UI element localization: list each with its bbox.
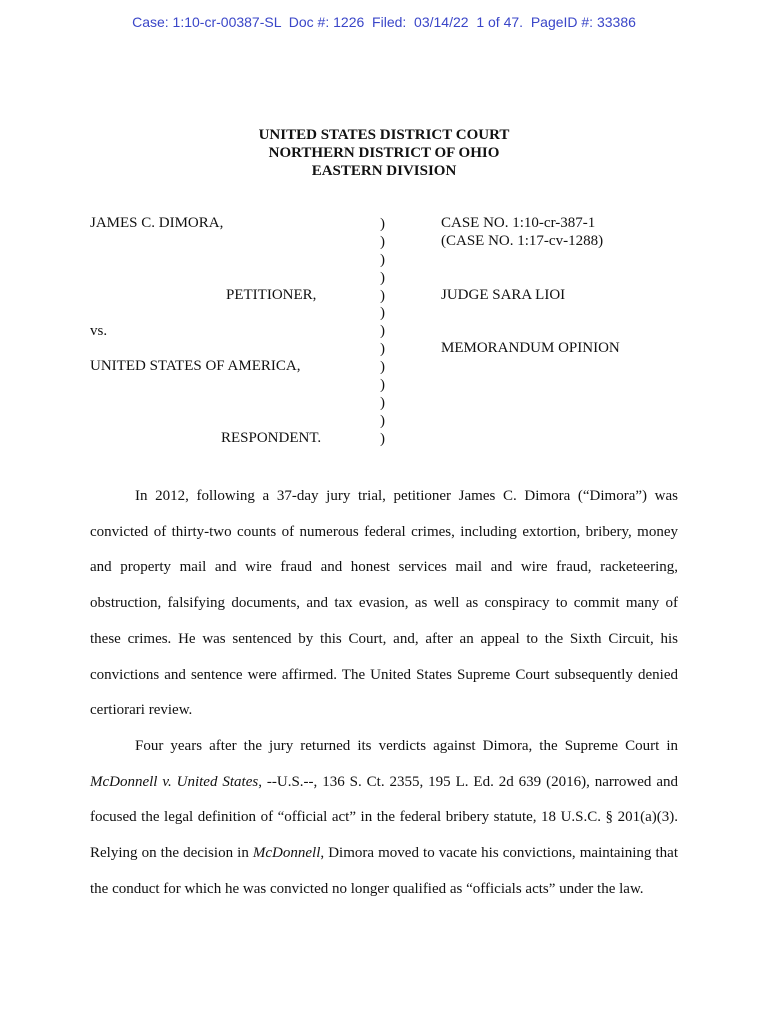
opinion-body — [90, 479, 678, 907]
caption-paren: ) — [380, 430, 385, 447]
document-type: MEMORANDUM OPINION — [441, 340, 620, 356]
respondent-role: RESPONDENT. — [221, 430, 322, 446]
caption-paren: ) — [380, 269, 385, 286]
caption-paren: ) — [380, 359, 385, 376]
case-citation: McDonnell v. United States — [90, 773, 259, 790]
caption-paren: ) — [380, 233, 385, 250]
caption-paren: ) — [380, 323, 385, 340]
caption-paren: ) — [380, 377, 385, 394]
caption-paren: ) — [380, 251, 385, 268]
court-title-line-1: UNITED STATES DISTRICT COURT — [258, 127, 510, 143]
paragraph-2 — [90, 729, 678, 908]
judge-name: JUDGE SARA LIOI — [441, 287, 566, 303]
caption-paren-column — [380, 215, 385, 448]
case-citation-short: McDonnell — [252, 845, 321, 862]
respondent-name: UNITED STATES OF AMERICA, — [90, 358, 301, 374]
petitioner-role: PETITIONER, — [226, 287, 317, 303]
caption-paren: ) — [380, 216, 385, 232]
petitioner-name: JAMES C. DIMORA, — [90, 215, 224, 231]
caption-paren: ) — [380, 394, 385, 411]
caption-paren: ) — [380, 412, 385, 429]
court-title — [0, 126, 768, 180]
case-number-civil: (CASE NO. 1:17-cv-1288) — [441, 233, 604, 249]
caption-paren: ) — [380, 305, 385, 322]
paragraph-2-text: , --U.S.--, 136 S. Ct. 2355, 195 L. Ed. 2d 639 (2016), narrowed and focused the legal definition of “official act” in the federal bribery statute, 18 U.S.C. § 201(a)(3). Relying on the decision in — [90, 773, 678, 862]
court-title-line-3: EASTERN DIVISION — [311, 163, 457, 179]
court-title-line-2: NORTHERN DISTRICT OF OHIO — [268, 145, 500, 161]
versus-label: vs. — [90, 323, 108, 339]
case-number: CASE NO. 1:10-cr-387-1 — [441, 215, 596, 231]
case-header-stamp: Case: 1:10-cr-00387-SL Doc #: 1226 Filed: 03/14/22 1 of 47. PageID #: 33386 — [132, 14, 636, 30]
paragraph-1: In 2012, following a 37-day jury trial, petitioner James C. Dimora (“Dimora”) was convicted of thirty-two counts of numerous federal crimes, including extortion, bribery, money and property mail and wire fraud and honest services mail and wire fraud, racketeering, obstruction, falsifying documents, and tax evasion, as well as conspiracy to commit many of these crimes. He was sentenced by this Court, and, after an appeal to the Sixth Circuit, his convictions and sentence were affirmed. The United States Supreme Court subsequently denied certiorari review. — [90, 488, 678, 719]
paragraph-2-text: Four years after the jury returned its verdicts against Dimora, the Supreme Court in — [135, 737, 678, 754]
caption-paren: ) — [380, 341, 385, 358]
paragraph-2-text: , Dimora moved to vacate his convictions, maintaining that the conduct for which he was convicted no longer qualified as “officials acts” under the law. — [90, 845, 678, 897]
caption-paren: ) — [380, 287, 385, 304]
